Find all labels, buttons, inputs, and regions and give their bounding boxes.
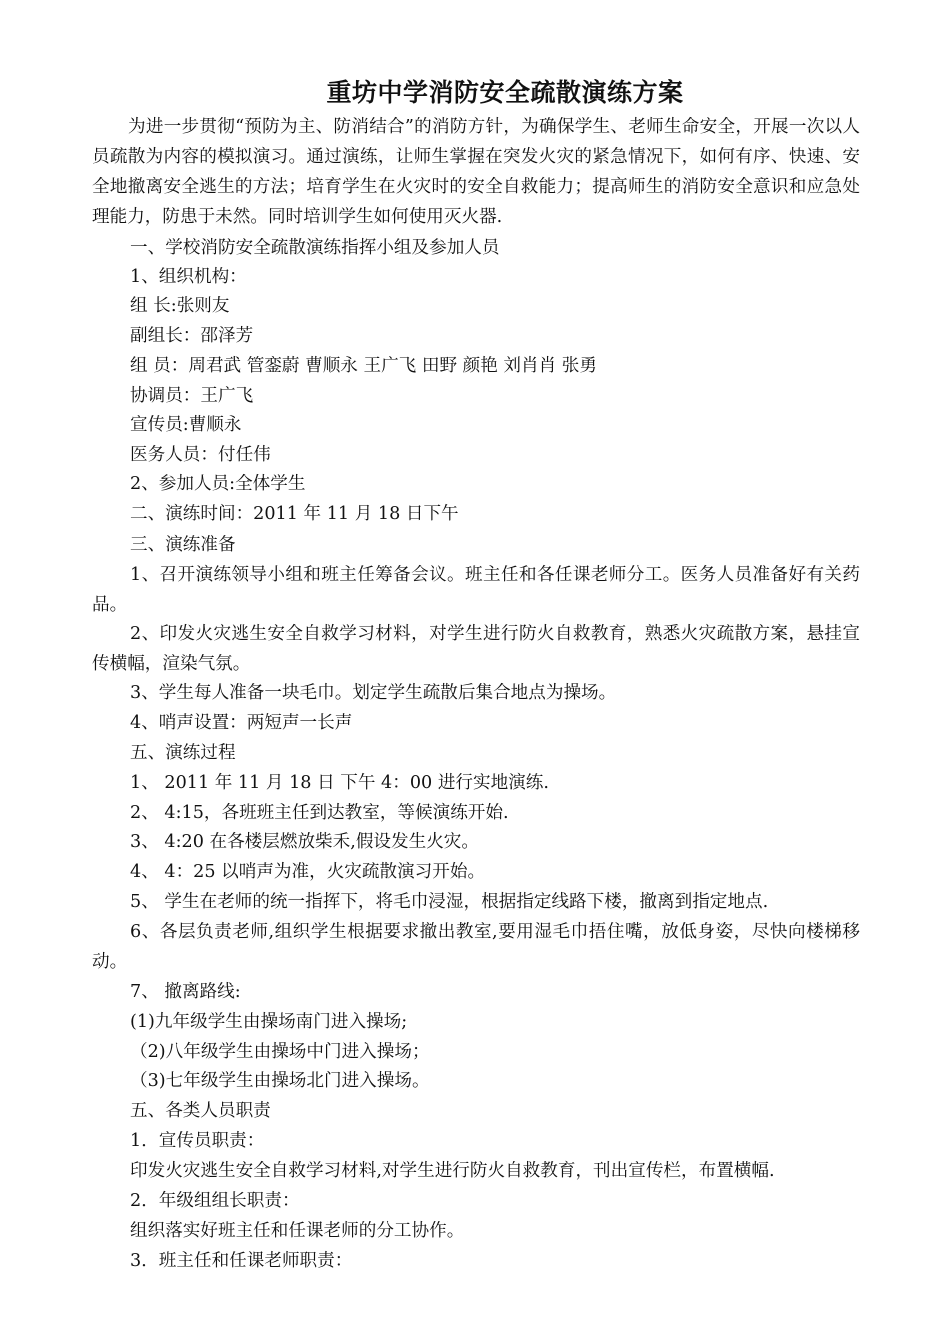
medical-staff: 医务人员：付任伟: [130, 445, 271, 465]
process-step-3: 3、 4:20 在各楼层燃放柴禾,假设发生火灾。: [130, 832, 479, 852]
process-step-4: 4、 4：25 以哨声为准，火灾疏散演习开始。: [130, 862, 486, 882]
participants: 2、参加人员:全体学生: [130, 474, 306, 494]
role-3-title: 3．班主任和任课老师职责：: [130, 1251, 353, 1271]
role-1-text: 印发火灾逃生安全自救学习材料,对学生进行防火自救教育，刊出宣传栏，布置横幅.: [130, 1161, 775, 1181]
section2-heading: 二、演练时间：2011 年 11 月 18 日下午: [130, 504, 459, 524]
section3-heading: 三、演练准备: [130, 535, 236, 555]
document-title: 重坊中学消防安全疏散演练方案: [326, 78, 684, 107]
team-members: 组 员：周君武 管銮蔚 曹顺永 王广飞 田野 颜艳 刘肖肖 张勇: [130, 356, 597, 376]
coordinator: 协调员：王广飞: [130, 386, 254, 406]
process-step-6: 6、各层负责老师,组织学生根据要求撤出教室,要用湿毛巾捂住嘴，放低身姿，尽快向楼梯移动。: [92, 922, 860, 972]
prep-item-3: 3、学生每人准备一块毛巾。划定学生疏散后集合地点为操场。: [130, 683, 617, 703]
role-2-text: 组织落实好班主任和任课老师的分工协作。: [130, 1221, 465, 1241]
deputy-leader: 副组长：邵泽芳: [130, 326, 254, 346]
section4-heading: 五、演练过程: [130, 743, 236, 763]
prep-item-1: 1、召开演练领导小组和班主任筹备会议。班主任和各任课老师分工。医务人员准备好有关药品。: [92, 565, 860, 615]
route-grade-8: （2)八年级学生由操场中门进入操场；: [130, 1042, 430, 1062]
team-leader: 组 长:张则友: [130, 296, 230, 316]
process-step-1: 1、 2011 年 11 月 18 日 下午 4：00 进行实地演练.: [130, 773, 549, 793]
prep-item-4: 4、哨声设置：两短声一长声: [130, 713, 353, 733]
route-grade-7: （3)七年级学生由操场北门进入操场。: [130, 1071, 430, 1091]
intro-paragraph: 为进一步贯彻“预防为主、防消结合”的消防方针，为确保学生、老师生命安全，开展一次以人员疏散为内容的模拟演习。通过演练，让师生掌握在突发火灾的紧急情况下，如何有序、快速、安全地撤离安全逃生的方法；培育学生在火灾时的安全自救能力；提高师生的消防安全意识和应急处理能力，防患于未然。同时培训学生如何使用灭火器.: [92, 117, 860, 227]
role-2-title: 2．年级组组长职责：: [130, 1191, 300, 1211]
process-step-5: 5、 学生在老师的统一指挥下，将毛巾浸湿，根据指定线路下楼，撤离到指定地点.: [130, 892, 769, 912]
process-step-7: 7、 撤离路线:: [130, 982, 241, 1002]
org-structure-label: 1、组织机构：: [130, 267, 247, 287]
process-step-2: 2、 4:15，各班班主任到达教室，等候演练开始.: [130, 803, 509, 823]
route-grade-9: (1)九年级学生由操场南门进入操场;: [130, 1012, 408, 1032]
publicity-officer: 宣传员:曹顺永: [130, 415, 242, 435]
section1-heading: 一、学校消防安全疏散演练指挥小组及参加人员: [130, 238, 500, 258]
section5-heading: 五、各类人员职责: [130, 1101, 271, 1121]
role-1-title: 1．宣传员职责：: [130, 1131, 265, 1151]
prep-item-2: 2、印发火灾逃生安全自救学习材料，对学生进行防火自救教育，熟悉火灾疏散方案，悬挂宣传横幅，渲染气氛。: [92, 624, 860, 674]
